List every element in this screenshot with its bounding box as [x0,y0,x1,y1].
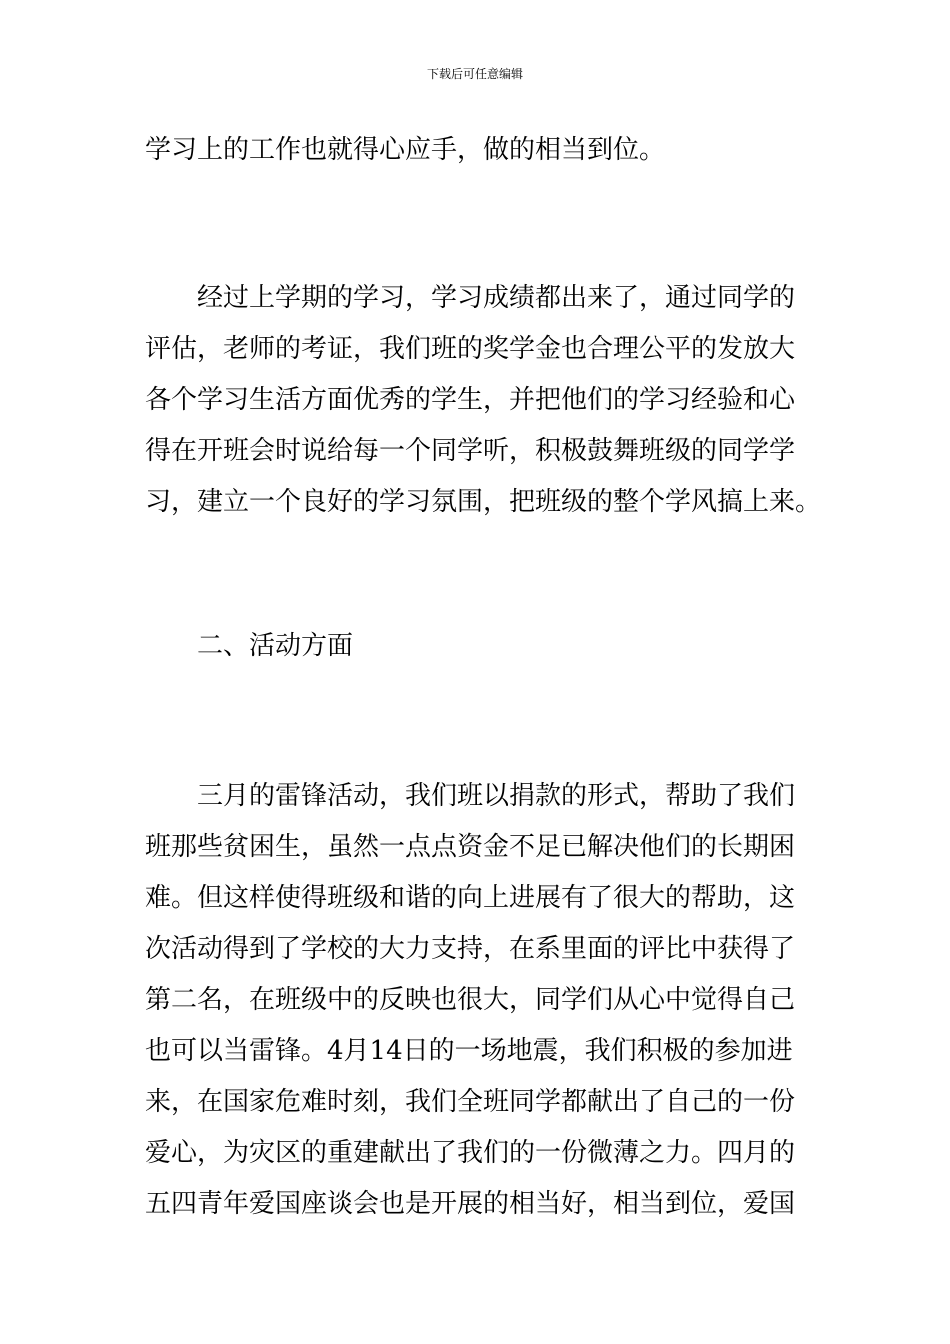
text-line: 得在开班会时说给每一个同学听，积极鼓舞班级的同学学 [145,436,796,466]
paragraph-first-line: 三月的雷锋活动，我们班以捐款的形式，帮助了我们 [197,781,796,811]
section-heading: 二、活动方面 [197,631,354,661]
text-line: 习，建立一个良好的学习氛围，把班级的整个学风搞上来。 [145,487,822,517]
text-line: 各个学习生活方面优秀的学生，并把他们的学习经验和心 [145,385,796,415]
text-line: 评估，老师的考证，我们班的奖学金也合理公平的发放大 [145,334,796,364]
text-line: 班那些贫困生，虽然一点点资金不足已解决他们的长期困 [145,832,796,862]
text-line: 也可以当雷锋。4月14日的一场地震，我们积极的参加进 [145,1036,793,1066]
text-line: 次活动得到了学校的大力支持，在系里面的评比中获得了 [145,934,796,964]
text-line: 第二名，在班级中的反映也很大，同学们从心中觉得自己 [145,985,796,1015]
text-line: 难。但这样使得班级和谐的向上进展有了很大的帮助，这 [145,883,796,913]
text-line: 来，在国家危难时刻，我们全班同学都献出了自己的一份 [145,1087,796,1117]
text-line: 五四青年爱国座谈会也是开展的相当好，相当到位，爱国 [145,1189,796,1219]
page-header: 下载后可任意编辑 [426,67,523,81]
text-line: 爱心，为灾区的重建献出了我们的一份微薄之力。四月的 [145,1138,796,1168]
paragraph-first-line: 经过上学期的学习，学习成绩都出来了，通过同学的 [197,283,796,313]
text-line: 学习上的工作也就得心应手，做的相当到位。 [145,135,666,165]
